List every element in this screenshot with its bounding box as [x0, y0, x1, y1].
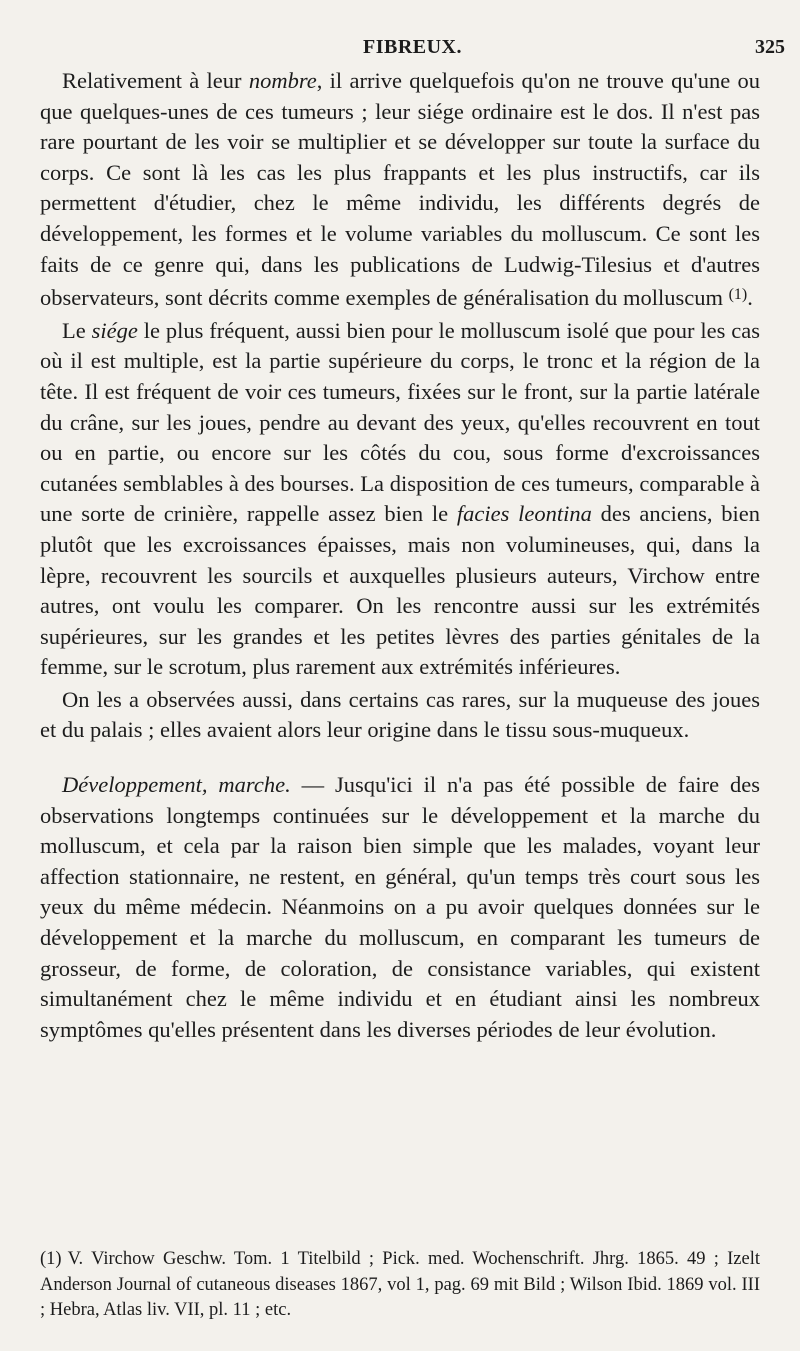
text-run: des anciens, bien plutôt que les excroissances épaisses, mais non volumineuses, qui, dans la lèpre, recouvrent les sourcils et auxquelles plusieurs auteurs, Virchow entre autres, ont voulu les comparer. On les rencontre aussi sur les extrémités supérieures, sur les grandes et les petites lèvres des parties génitales de la femme, sur le scrotum, plus rarement aux extrémités inférieures. — [40, 501, 760, 680]
running-title: FIBREUX. — [362, 36, 462, 58]
footnote-reference: (1) — [728, 286, 748, 304]
body-text — [40, 66, 760, 1045]
text-run: — Jusqu'ici il n'a pas été possible de faire des observations longtemps continuées sur le développement et la marche du molluscum, et cela par la raison bien simple que les malades, voyant leur affection stationnaire, ne restent, en général, qu'un temps très court sous les yeux du même médecin. Néanmoins on a pu avoir quelques données sur le développement et la marche du molluscum, en comparant les tumeurs de grosseur, de forme, de coloration, de consistance variables, qui existent simultanément chez le même individu et en étudiant ainsi les nombreux symptômes qu'elles présentent dans les diverses périodes de leur évolution. — [40, 772, 761, 1042]
italic-term: facies leontina — [456, 501, 592, 527]
text-run: On les a observées aussi, dans certains cas rares, sur la muqueuse des joues et du palais ; elles avaient alors leur origine dans le tissu sous-muqueux. — [40, 686, 760, 743]
paragraph-developpement — [40, 770, 760, 1045]
page-header — [40, 36, 785, 66]
footnote — [40, 1247, 760, 1324]
page-number: 325 — [755, 36, 785, 58]
paragraph-nombre — [40, 66, 760, 314]
italic-term: siége — [91, 317, 138, 343]
text-run: Relativement à leur — [62, 68, 249, 93]
footnote-label: (1) — [40, 1249, 62, 1269]
italic-term: nombre — [248, 68, 317, 93]
section-heading-italic: Développement, marche. — [62, 772, 291, 798]
footnote-text: V. Virchow Geschw. Tom. 1 Titelbild ; Pick. med. Wochenschrift. Jhrg. 1865. 49 ; Izelt Anderson Journal of cutaneous diseases 1867, vol 1, pag. 69 mit Bild ; Wilson Ibid. 1869 vol. III ; Hebra, Atlas liv. VII, pl. 11 ; etc. — [40, 1249, 760, 1320]
text-run: Le — [62, 317, 92, 343]
footnotes — [40, 1247, 760, 1324]
paragraph-siege — [40, 316, 760, 683]
text-run: . — [747, 285, 753, 311]
text-run: le plus fréquent, aussi bien pour le molluscum isolé que pour les cas où il est multiple, est la partie supérieure du corps, le tronc et la région de la tête. Il est fréquent de voir ces tumeurs, fixées sur le front, sur la partie latérale du crâne, sur les joues, pendre au devant des yeux, qu'elles recouvrent en tout ou en partie, ou encore sur les côtés du cou, sous forme d'excroissances cutanées semblables à des bourses. La disposition de ces tumeurs, comparable à une sorte de crinière, rappelle assez bien le — [40, 317, 761, 527]
paragraph-muqueuse — [40, 685, 760, 746]
text-run: , il arrive quelquefois qu'on ne trouve qu'une ou que quelques-unes de ces tumeurs ; leur siége ordinaire est le dos. Il n'est pas rare pourtant de les voir se multiplier et se développer sur toute la surface du corps. Ce sont là les cas les plus frappants et les plus instructifs, car ils permettent d'étudier, chez le même individu, les différents degrés de développement, les formes et le volume variables du molluscum. Ce sont les faits de ce genre qui, dans les publications de Ludwig-Tilesius et d'autres observateurs, sont décrits comme exemples de généralisation du molluscum — [40, 68, 760, 311]
